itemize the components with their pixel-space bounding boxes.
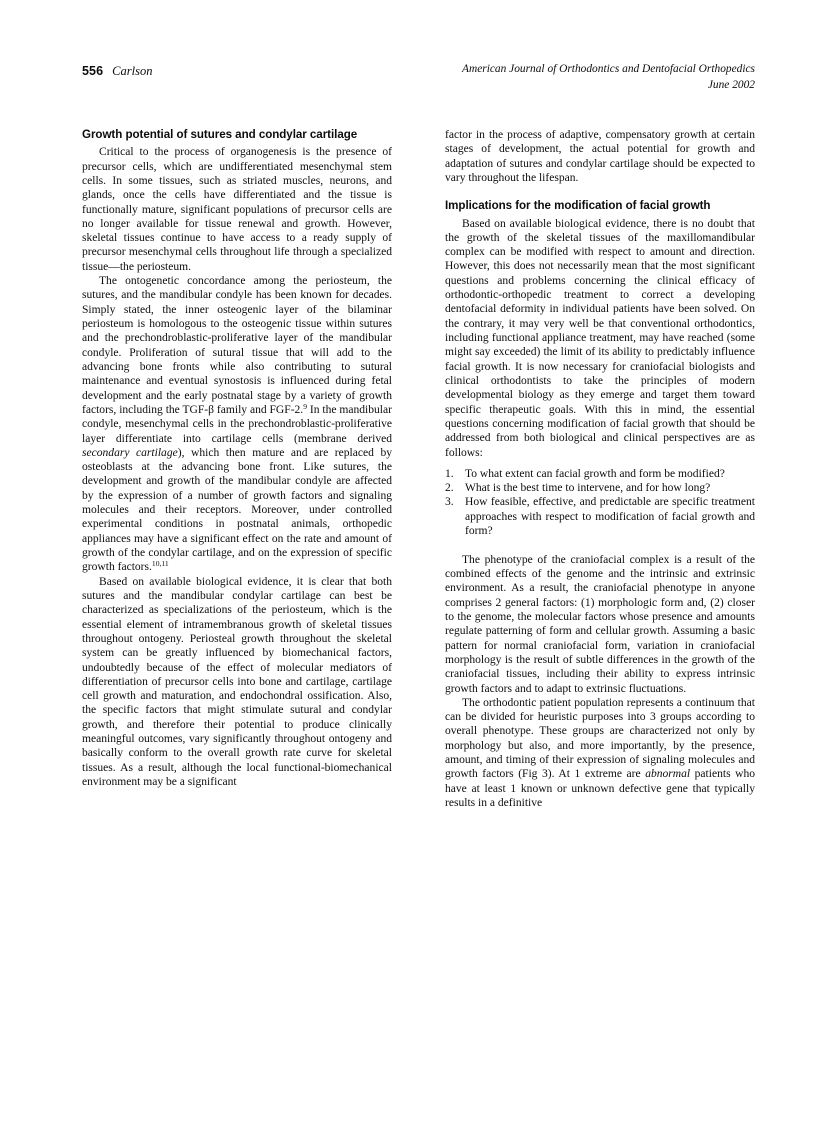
paragraph (445, 696, 755, 811)
journal-title: American Journal of Orthodontics and Dentofacial Orthopedics (462, 63, 755, 75)
page-number: 556 (82, 64, 104, 78)
list-item: To what extent can facial growth and form be modified? (465, 467, 725, 480)
paragraph-continued (445, 128, 755, 185)
paragraph-text: patients who have at least 1 known or unknown defective gene that typically results in a definitive (445, 768, 755, 810)
paragraph-text: Based on available biological evidence, there is no doubt that the growth of the skeletal tissues of the maxillomandibular complex can be modified with respect to amount and direction. However, this does not necessarily mean that the most significant questions and problems concerning the clinical efficacy of orthodontic-orthopedic treatment to correct a developing dentofacial deformity in individual patients have been solved. On the contrary, it may very well be that conventional orthodontics, including functional appliance treatment, may have reached (some might say exceeded) the limit of its ability to predictably influence facial growth. It is now necessary for craniofacial biologists and clinical orthodontists to take the principles of modern developmental biology as they emerge and target them toward specific therapeutic goals. With this in mind, the essential questions concerning modification of facial growth that should be addressed from both biological and clinical perspectives are as follows: (445, 217, 755, 459)
numbered-question-list (445, 467, 755, 539)
paragraph-text: The phenotype of the craniofacial complex is a result of the combined effects of the genome and the intrinsic and extrinsic environment. As a result, the craniofacial phenotype in anyone comprises 2 general factors: (1) morphologic form and, (2) closer to the genome, the molecular factors whose presence and amounts regulate patterning of form and cellular growth. Assuming a basic pattern for normal craniofacial form, variation in craniofacial morphology is the result of subtle differences in the growth of the craniofacial tissues, including their ability to express intrinsic growth factors and to adapt to extrinsic fluctuations. (445, 553, 755, 695)
paragraph-text: The ontogenetic concordance among the periosteum, the sutures, and the mandibular condyle has been known for decades. Simply stated, the inner osteogenic layer of the bilaminar periosteum is homologous to the osteogenic tissue within sutures and the prechondroblastic-proliferative layer of the mandibular condyle. Proliferation of sutural tissue that will add to the advancing bone fronts while also contributing to sutural maintenance and eventual synostosis is influenced during fetal development and the early postnatal stage by a variety of growth factors, including the TGF-β family and FGF-2. (82, 275, 392, 416)
emphasized-term: abnormal (645, 768, 691, 781)
paragraph (445, 553, 755, 696)
paragraph (445, 217, 755, 460)
running-head-author: Carlson (112, 64, 153, 78)
emphasized-term: secondary cartilage (82, 446, 178, 459)
left-column (82, 128, 392, 789)
list-item: How feasible, effective, and predictable are specific treatment approaches with respect to modification of facial growth and form? (465, 496, 755, 538)
paragraph (82, 145, 392, 274)
paragraph (82, 575, 392, 790)
citation-reference: 10,11 (151, 559, 169, 569)
paragraph-text: The orthodontic patient population represents a continuum that can be divided for heuristic purposes into 3 groups according to overall phenotype. These groups are characterized not only by morphology but also, and more importantly, by the presence, amount, and timing of their expression of signaling molecules and growth factors (Fig 3). At 1 extreme are (445, 696, 755, 781)
citation-reference: 9 (303, 401, 307, 411)
paragraph-text: Critical to the process of organogenesis is the presence of precursor cells, which are undifferentiated mesenchymal stem cells. In some tissues, such as striated muscles, neurons, and glands, once the cells have differentiated and the tissue is functionally mature, significant populations of precursor cells are no longer available for tissue renewal and growth. However, skeletal tissues continue to have access to a ready supply of precursor mesenchymal cells throughout life through a specialized tissue—the periosteum. (82, 146, 392, 273)
paragraph-text: ), which then mature and are replaced by osteoblasts at the advancing bone front. Like sutures, the development and growth of the mandibular condyle are affected by the expression of a number of growth factors and signaling molecules and their receptors. Moreover, under controlled experimental conditions in postnatal animals, orthopedic appliances may have a significant effect on the rate and amount of growth of the condylar cartilage, and on the expression of specific growth factors. (82, 446, 393, 574)
running-head-right (462, 62, 755, 93)
paragraph-text: In the mandibular condyle, mesenchymal cells in the prechondroblastic-proliferative layer differentiate into cartilage cells (membrane derived (82, 403, 392, 445)
running-head-left (82, 62, 152, 80)
left-section-heading: Growth potential of sutures and condylar cartilage (82, 128, 358, 141)
right-section-heading: Implications for the modification of facial growth (445, 199, 711, 213)
issue-date: June 2002 (707, 78, 755, 91)
running-head (82, 62, 755, 102)
paragraph (82, 274, 392, 575)
list-item: What is the best time to intervene, and for how long? (465, 482, 711, 495)
body-columns (82, 128, 755, 1078)
paragraph-text: factor in the process of adaptive, compensatory growth at certain stages of development, the actual potential for growth and adaptation of sutures and condylar cartilage should be expected to vary throughout the lifespan. (445, 129, 755, 184)
right-column (445, 128, 755, 810)
paragraph-text: Based on available biological evidence, it is clear that both sutures and the mandibular condylar cartilage can best be characterized as specializations of the periosteum, which is the essential element of intramembranous growth of skeletal tissues throughout ontogeny. Periosteal growth throughout the skeletal system can be greatly influenced by biomechanical factors, undoubtedly because of the effect of molecular mediators of differentiation of precursor cells into bone and cartilage, cartilage cell growth and maturation, and endochondral ossification. Also, the specific factors that might stimulate sutural and condylar growth, and therefore their potential to produce clinically meaningful outcomes, vary significantly throughout ontogeny and basically conform to the overall growth rate curve for skeletal tissues. As a result, although the local functional-biomechanical environment may be a significant (82, 575, 392, 789)
